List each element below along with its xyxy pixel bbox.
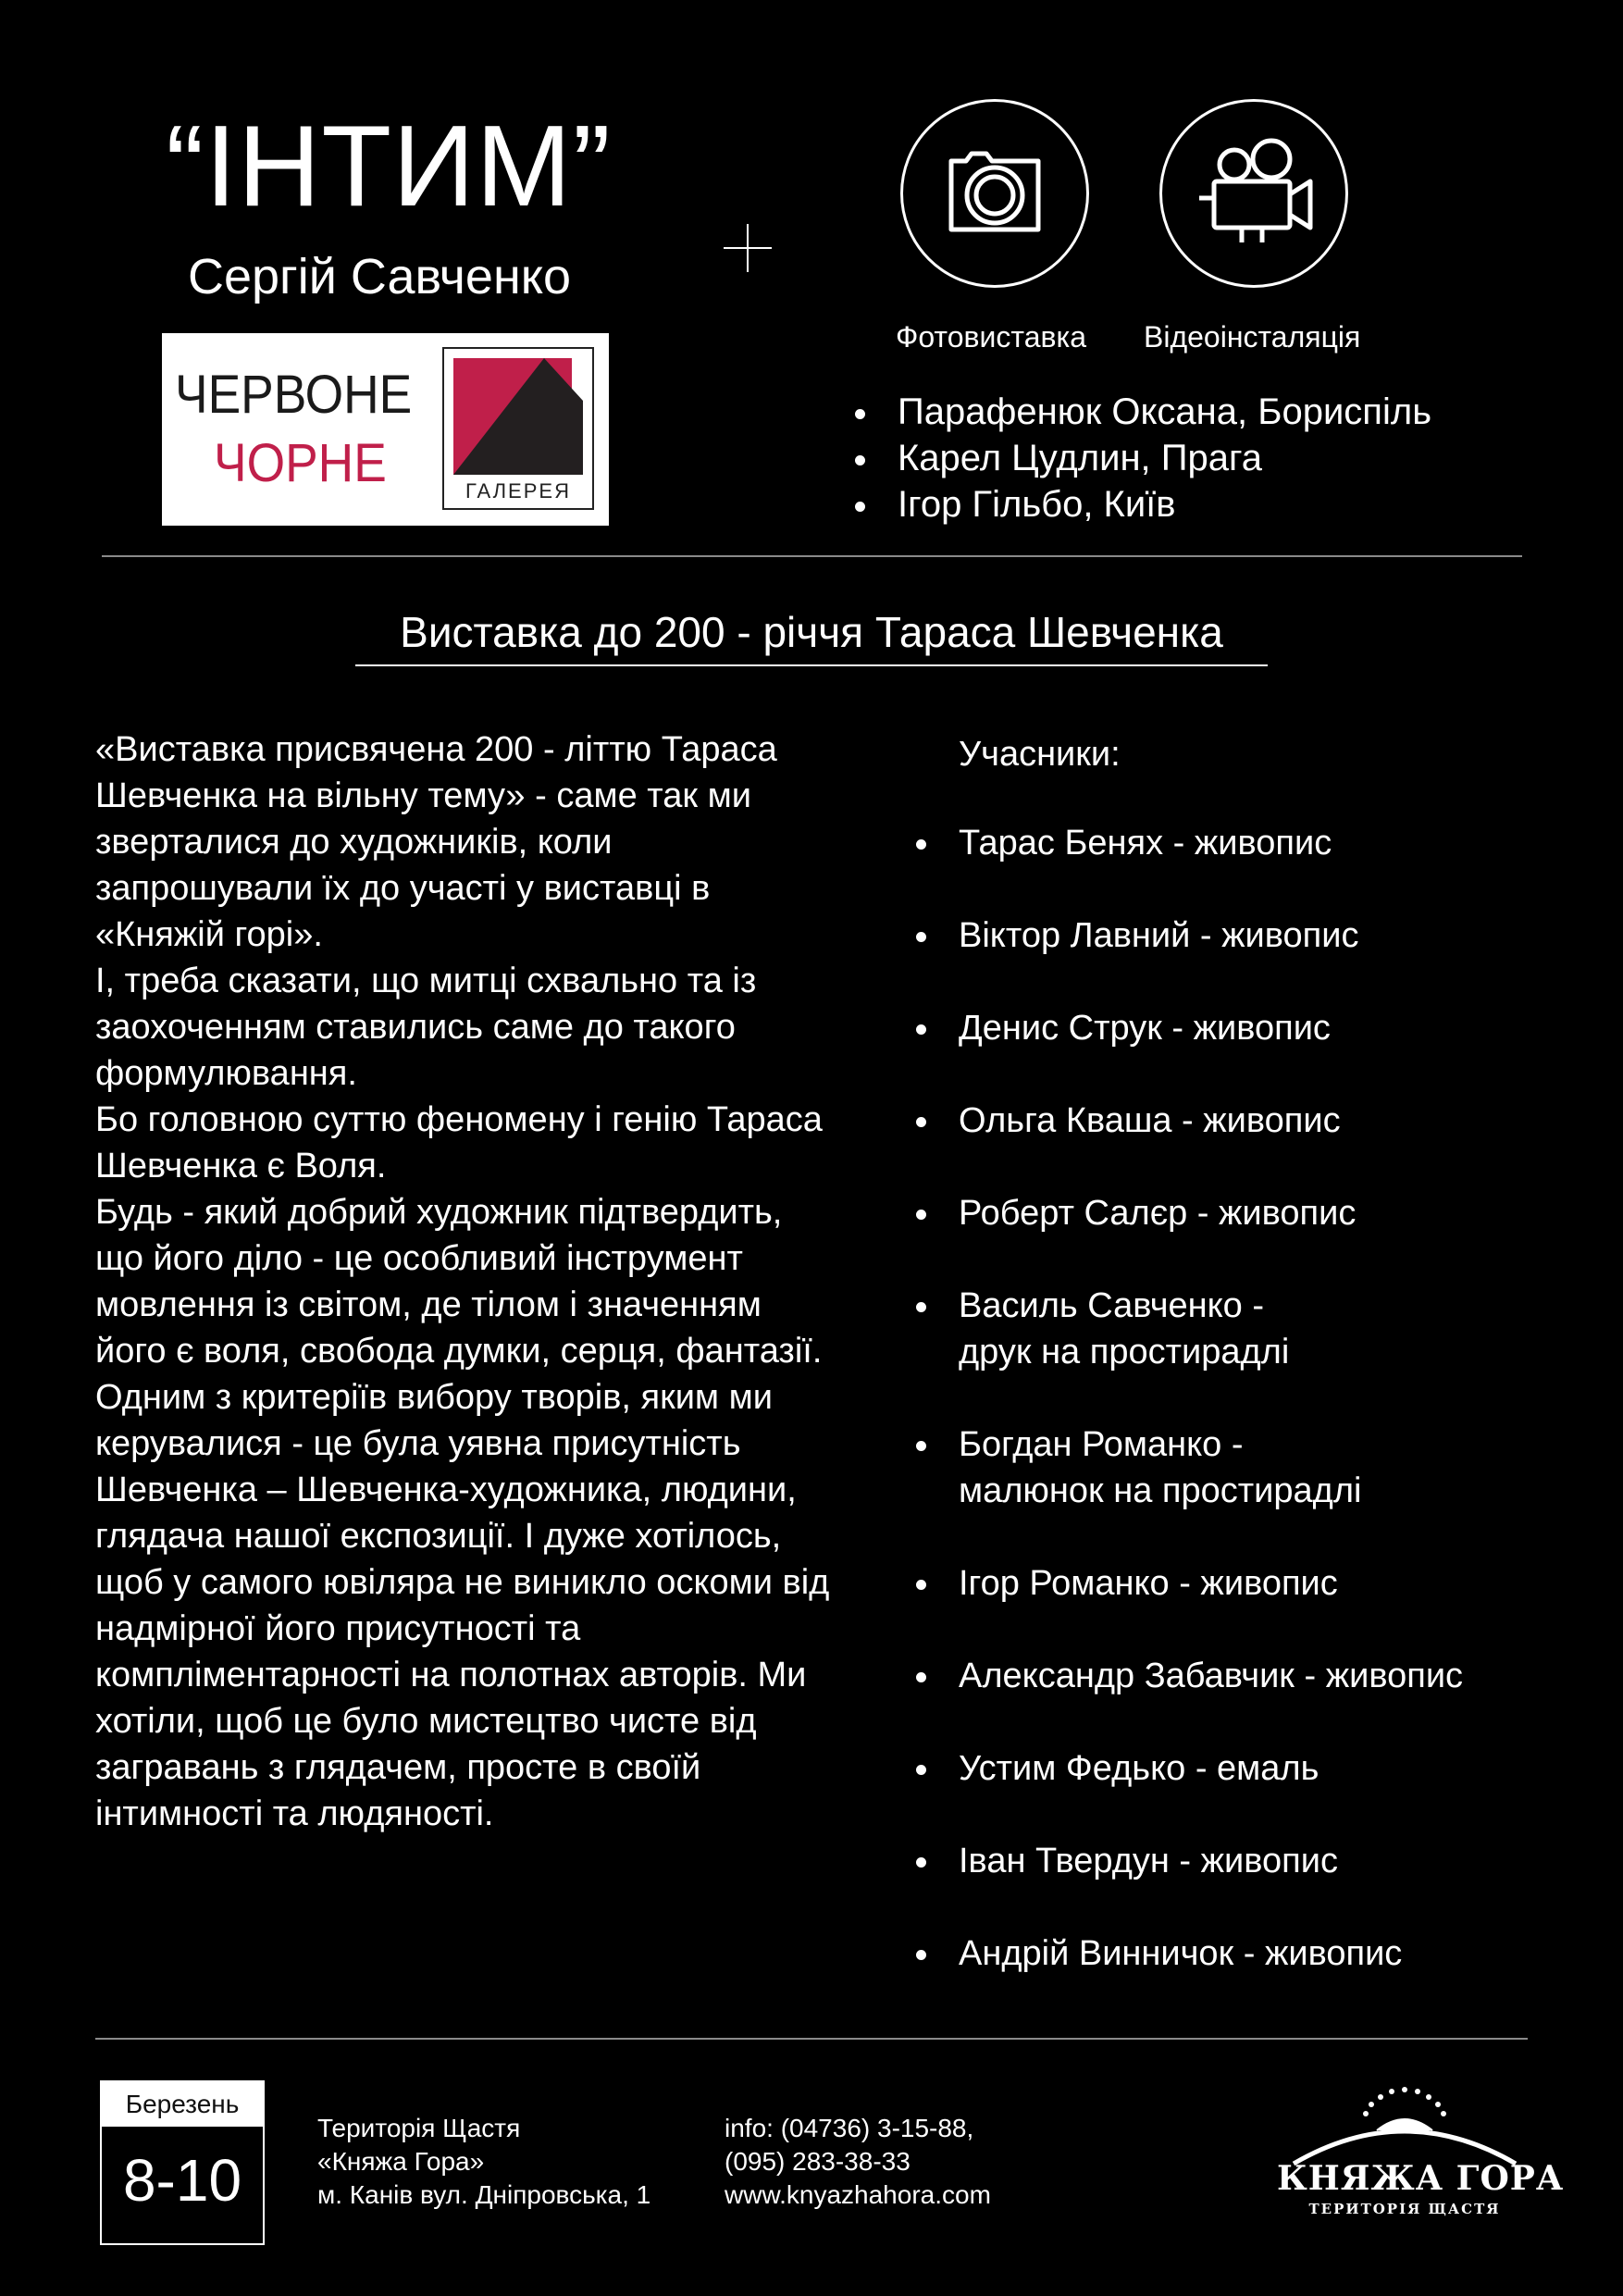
contact-website[interactable]: www.knyazhahora.com xyxy=(725,2180,991,2209)
gallery-logo-line2: ЧОРНЕ xyxy=(214,433,387,493)
essay-paragraph: І, треба сказати, що митці схвально та із заохоченням ставились саме до такого формулювання. xyxy=(95,962,757,1093)
brand-tagline: ТЕРИТОРІЯ ЩАСТЯ xyxy=(1308,2201,1501,2217)
participant-item: Іван Твердун - живопис xyxy=(907,1838,1463,1884)
contact-mobile: (095) 283-38-33 xyxy=(725,2147,911,2176)
essay-paragraph: Бо головною суттю феномену і генію Тараса Шевченка є Воля. xyxy=(95,1100,823,1185)
participants-title: Учасники: xyxy=(959,735,1121,774)
participant-item: Роберт Салєр - живопис xyxy=(907,1190,1463,1236)
sun-arc-icon xyxy=(1277,2082,1532,2166)
divider-top xyxy=(102,555,1522,557)
gallery-logo-line1: ЧЕРВОНЕ xyxy=(175,365,413,425)
gallery-logo-caption: ГАЛЕРЕЯ xyxy=(465,479,571,503)
essay-paragraph: Одним з критеріїв вибору творів, яким ми керувалися - це була уявна присутність Шевченка – Шевченка-художника, людини, глядача нашої експозиції. І дуже хотілось, щоб у самого ювіляра не виникло оскоми від надмірної його присутності та компліментарності на полотнах авторів. Ми хотіли, щоб це було мистецтво чисте від загравань з глядачем, просте в своїй інтимності та людяності. xyxy=(95,1378,830,1833)
plus-icon xyxy=(722,222,774,274)
date-month: Березень xyxy=(102,2082,263,2127)
exhibition-subtitle: Виставка до 200 - річчя Тараса Шевченка xyxy=(400,608,1223,656)
exhibition-title: “ІНТИМ” xyxy=(166,103,612,230)
gallery-logo xyxy=(162,333,609,526)
participant-item: Денис Струк - живопис xyxy=(907,1005,1463,1051)
contact-phone: info: (04736) 3-15-88, xyxy=(725,2114,974,2142)
address-line: Територія Щастя xyxy=(317,2114,521,2142)
participant-item: Богдан Романко - малюнок на простирадлі xyxy=(907,1421,1463,1514)
camera-icon xyxy=(900,99,1089,288)
date-badge xyxy=(100,2080,265,2245)
brand-name: КНЯЖА ГОРА xyxy=(1277,2159,1565,2198)
essay-paragraph: «Виставка присвячена 200 - літтю Тараса Шевченка на вільну тему» - саме так ми зверталися до художників, коли запрошували їх до участі у виставці в «Княжій горі». xyxy=(95,730,777,954)
participant-item: Андрій Винничок - живопис xyxy=(907,1930,1463,1977)
contact-info xyxy=(725,2112,991,2212)
participants-list xyxy=(907,820,1463,2023)
participant-item: Александр Забавчик - живопис xyxy=(907,1653,1463,1699)
photo-exhibition-label: Фотовиставка xyxy=(896,320,1086,354)
participant-item: Устим Федько - емаль xyxy=(907,1745,1463,1792)
essay-paragraph: Будь - який добрий художник підтвердить, що його діло - це особливий інструмент мовлення із світом, де тілом і значенням його є воля, свобода думки, серця, фантазії. xyxy=(95,1193,823,1371)
participant-item: Віктор Лавний - живопис xyxy=(907,912,1463,959)
participant-item: Ольга Кваша - живопис xyxy=(907,1098,1463,1144)
video-camera-icon xyxy=(1159,99,1348,288)
subtitle-underline xyxy=(355,664,1268,666)
date-days: 8-10 xyxy=(122,2147,242,2214)
essay-text xyxy=(95,726,836,1837)
participant-item: Тарас Бенях - живопис xyxy=(907,820,1463,866)
participant-item: Василь Савченко - друк на простирадлі xyxy=(907,1283,1463,1375)
address-line: «Княжа Гора» xyxy=(317,2147,485,2176)
credit-item: Карел Цудлин, Прага xyxy=(851,435,1431,481)
address-line: м. Канів вул. Дніпровська, 1 xyxy=(317,2180,651,2209)
gallery-logo-mark xyxy=(442,347,596,512)
author-name: Сергій Савченко xyxy=(187,249,572,304)
video-installation-label: Відеоінсталяція xyxy=(1144,320,1361,354)
credits-list xyxy=(851,389,1431,527)
credit-item: Парафенюк Оксана, Бориспіль xyxy=(851,389,1431,435)
credit-item: Ігор Гільбо, Київ xyxy=(851,481,1431,527)
brand-logo xyxy=(1277,2082,1565,2230)
participant-item: Ігор Романко - живопис xyxy=(907,1560,1463,1607)
venue-address xyxy=(317,2112,650,2212)
divider-bottom xyxy=(95,2038,1528,2040)
